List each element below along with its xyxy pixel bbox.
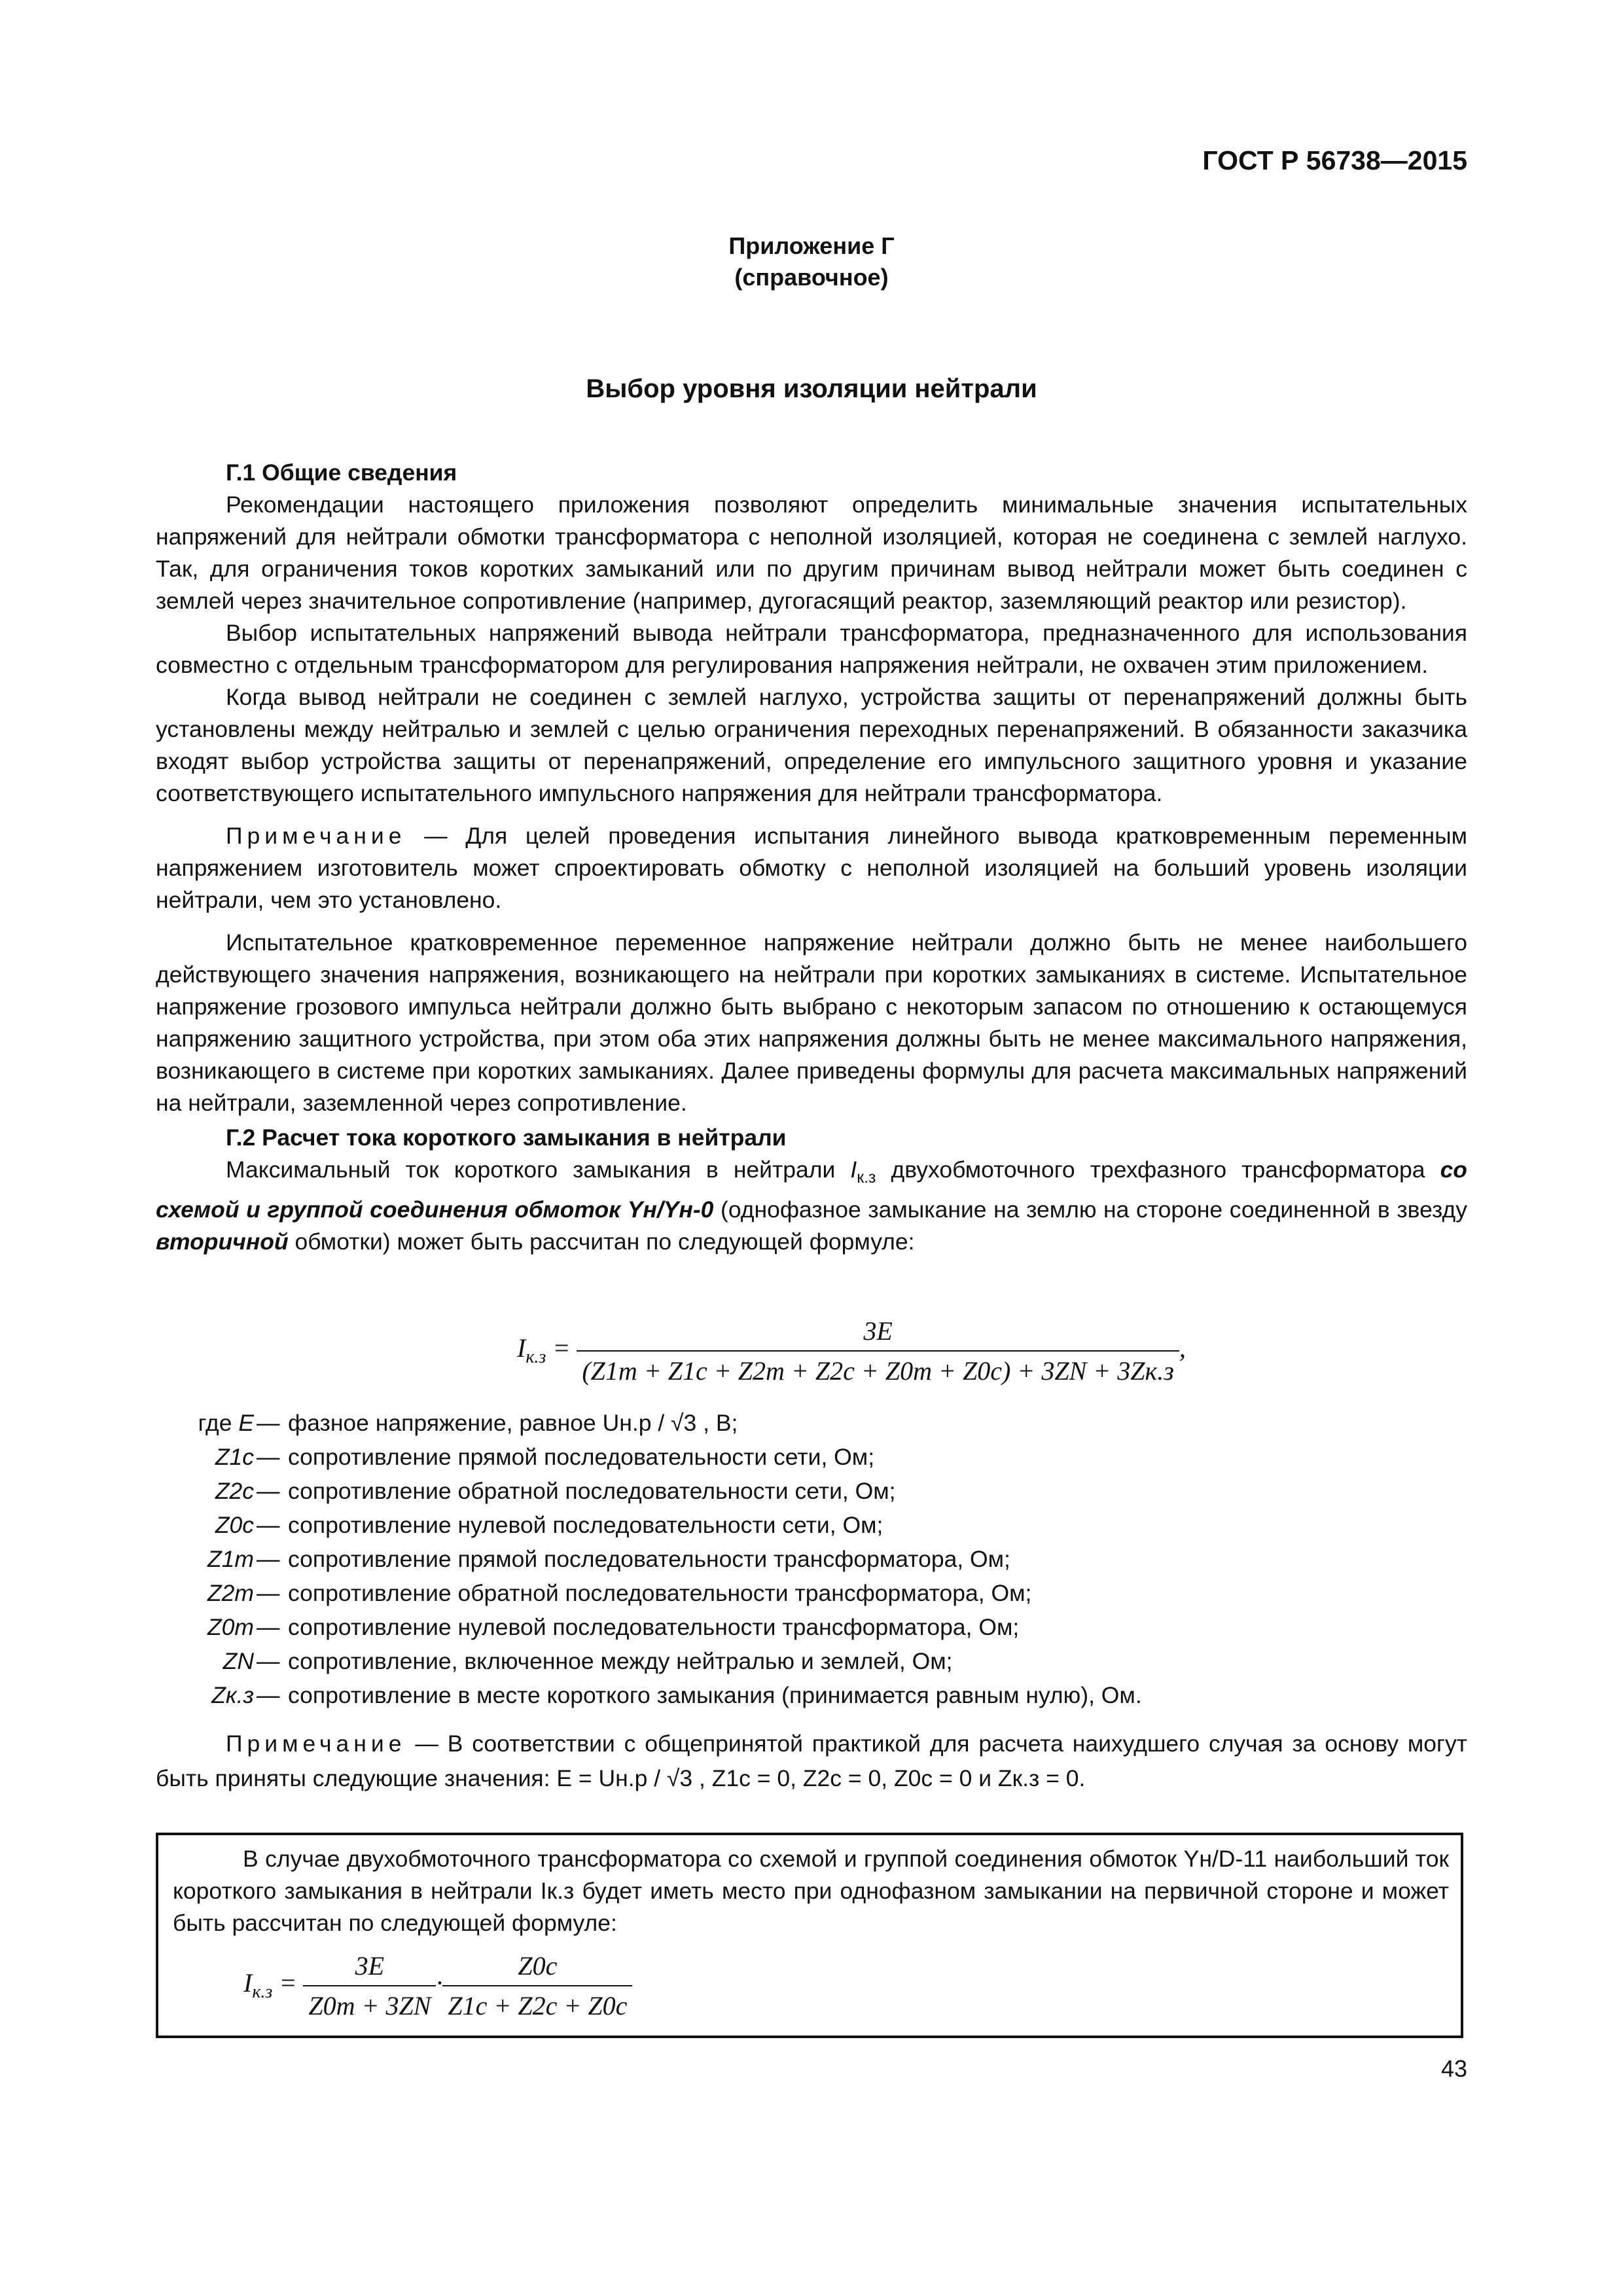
definition-row: Z0т — сопротивление нулевой последовательности трансформатора, Ом;	[156, 1610, 1142, 1644]
paragraph: Максимальный ток короткого замыкания в нейтрали $I_{к.з}$ двухобмоточного трехфазного трансформатора со схемой и группой соединения обмоток Yн/Yн-0 (однофазное замыкание на землю на стороне соединенной в звезду вторичной обмотки) может быть рассчитан по следующей формуле:	[156, 1157, 1467, 1255]
definition-text: фазное напряжение, равное Uн.р / √3 , В;	[288, 1409, 738, 1436]
definition-symbol: Z1т	[207, 1545, 254, 1572]
paragraph: Выбор испытательных напряжений вывода нейтрали трансформатора, предназначенного для использования совместно с отдельным трансформатором для регулирования напряжения нейтрали, не охвачен этим приложением.	[156, 620, 1467, 678]
definition-symbol: Z0с	[215, 1511, 254, 1538]
paragraph: Испытательное кратковременное переменное напряжение нейтрали должно быть не менее наибольшего действующего значения напряжения, возникающего на нейтрали при коротких замыканиях в системе. Испытательное напряжение грозового импульса нейтрали должно быть выбрано с некоторым запасом по отношению к остающемуся напряжению защитного устройства, при этом оба этих напряжения должны быть не менее максимального напряжения, возникающего в системе при коротких замыканиях. Далее приведены формулы для расчета максимальных напряжений на нейтрали, заземленной через сопротивление.	[156, 929, 1467, 1116]
framed-note	[156, 1833, 1463, 2038]
page-number: 43	[1440, 2055, 1467, 2082]
document-code: ГОСТ Р 56738—2015	[1202, 145, 1467, 175]
appendix-heading	[0, 230, 1623, 293]
definition-symbol: Z1с	[215, 1443, 254, 1470]
appendix-kind: (справочное)	[734, 264, 889, 291]
note-label: Примечание	[226, 823, 406, 849]
definition-text: сопротивление нулевой последовательности трансформатора, Ом;	[288, 1613, 1020, 1640]
section-1	[156, 454, 1467, 1258]
note	[156, 820, 1467, 916]
note-2	[156, 1727, 1467, 1796]
formula-1: $I_{к.з}$ = $\frac{3E}{(Z1т + Z1с + Z2т + Z2с + Z0т + Z0с) + 3ZN + 3Zк.з}$ ,	[517, 1316, 1186, 1386]
definition-row: Zк.з — сопротивление в месте короткого замыкания (принимается равным нулю), Ом.	[156, 1678, 1142, 1712]
definition-text: сопротивление прямой последовательности трансформатора, Ом;	[288, 1545, 1010, 1572]
definition-text: сопротивление обратной последовательности трансформатора, Ом;	[288, 1579, 1032, 1606]
definitions-list	[156, 1406, 1142, 1712]
paragraph: Рекомендации настоящего приложения позволяют определить минимальные значения испытательных напряжений для нейтрали обмотки трансформатора с неполной изоляцией, которая не соединена с землей наглухо. Так, для ограничения токов коротких замыканий или по другим причинам вывод нейтрали может быть соединен с землей через значительное сопротивление (например, дугогасящий реактор, заземляющий реактор или резистор).	[156, 492, 1467, 614]
framed-note-text: В случае двухобмоточного трансформатора со схемой и группой соединения обмоток Yн/D-11 наибольший ток короткого замыкания в нейтрали Iк.з будет иметь место при однофазном замыкании на первичной стороне и может быть рассчитан по следующей формуле:	[173, 1846, 1449, 1936]
note-text: — В соответствии с общепринятой практикой для расчета наихудшего случая за основу могут быть приняты следующие значения: E = Uн.р / √3 , Z1с = 0, Z2с = 0, Z0с = 0 и Zк.з = 0.	[156, 1731, 1467, 1791]
definition-text: сопротивление в месте короткого замыкания (принимается равным нулю), Ом.	[288, 1681, 1142, 1708]
formula-2: $I_{к.з}$ = $\frac{3E}{Z0т + 3ZN}$ · $\frac{Z0с}{Z1с + Z2с + Z0с}$	[243, 1950, 632, 2021]
definition-text: сопротивление нулевой последовательности сети, Ом;	[288, 1511, 883, 1538]
definition-row: ZN — сопротивление, включенное между нейтралью и землей, Ом;	[156, 1644, 1142, 1678]
definition-symbol: Z2с	[215, 1477, 254, 1504]
appendix-title: Выбор уровня изоляции нейтрали	[586, 374, 1037, 403]
section-1-heading: Г.1 Общие сведения	[226, 459, 457, 486]
definition-row: Z1с — сопротивление прямой последовательности сети, Ом;	[156, 1440, 1142, 1474]
definition-row: где E — фазное напряжение, равное Uн.р / √3 , В;	[156, 1406, 1142, 1440]
definition-symbol: Zк.з	[211, 1681, 254, 1708]
definition-text: сопротивление, включенное между нейтралью и землей, Ом;	[288, 1647, 953, 1674]
note-text: — Для целей проведения испытания линейного вывода кратковременным переменным напряжением изготовитель может спроектировать обмотку с неполной изоляцией на больший уровень изоляции нейтрали, чем это установлено.	[156, 823, 1467, 913]
definition-text: сопротивление обратной последовательности сети, Ом;	[288, 1477, 896, 1504]
definition-row: Z1т — сопротивление прямой последовательности трансформатора, Ом;	[156, 1542, 1142, 1576]
fraction: $\frac{3E}{(Z1т + Z1с + Z2т + Z2с + Z0т + Z0с) + 3ZN + 3Zк.з}$	[577, 1316, 1179, 1386]
definition-text: сопротивление прямой последовательности сети, Ом;	[288, 1443, 875, 1470]
section-2-heading: Г.2 Расчет тока короткого замыкания в нейтрали	[226, 1124, 787, 1151]
definition-symbol: Z2т	[207, 1579, 254, 1606]
definition-row: Z0с — сопротивление нулевой последовательности сети, Ом;	[156, 1508, 1142, 1542]
definition-symbol: ZN	[223, 1647, 254, 1674]
fraction: $\frac{Z0с}{Z1с + Z2с + Z0с}$	[442, 1950, 632, 2021]
fraction: $\frac{3E}{Z0т + 3ZN}$	[303, 1950, 436, 2021]
definition-row: Z2т — сопротивление обратной последовательности трансформатора, Ом;	[156, 1576, 1142, 1610]
appendix-label: Приложение Г	[728, 232, 895, 259]
paragraph: Когда вывод нейтрали не соединен с землей наглухо, устройства защиты от перенапряжений должны быть установлены между нейтралью и землей с целью ограничения переходных перенапряжений. В обязанности заказчика входят выбор устройства защиты от перенапряжений, определение его импульсного защитного уровня и указание соответствующего испытательного импульсного напряжения для нейтрали трансформатора.	[156, 684, 1467, 806]
note-label: Примечание	[226, 1731, 406, 1757]
definition-symbol: Z0т	[207, 1613, 254, 1640]
definition-symbol: E	[238, 1409, 254, 1436]
definition-row: Z2с — сопротивление обратной последовательности сети, Ом;	[156, 1474, 1142, 1508]
